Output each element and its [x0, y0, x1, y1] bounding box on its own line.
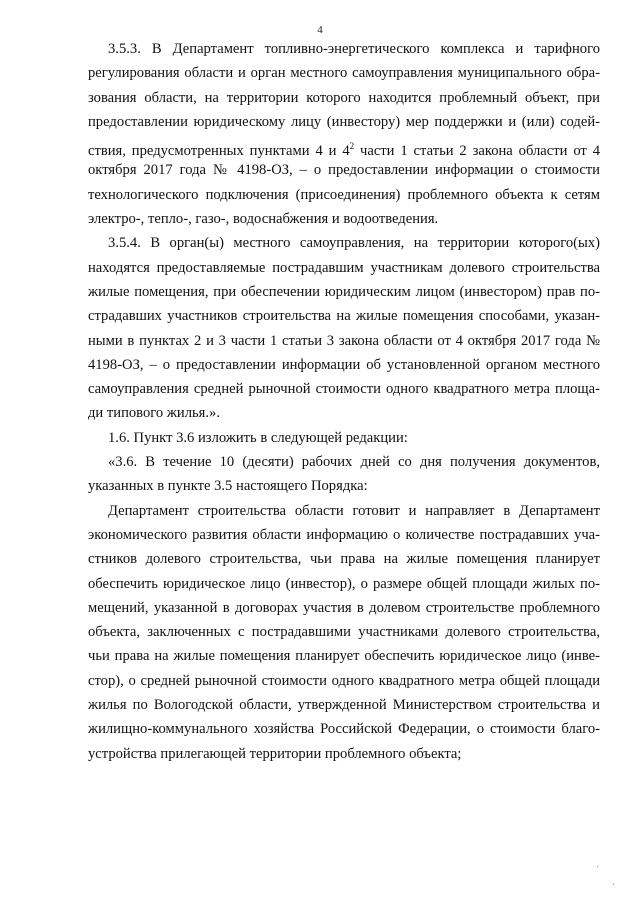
text-segment: ствия, предусмотренных пунктами 4 и 4 — [88, 143, 350, 160]
text-line: стников долевого строительства, чьи права на жилые помещения планирует — [88, 551, 600, 568]
text-line: октября 2017 года № 4198-ОЗ, – о предоставлении информации о стоимости — [88, 162, 600, 179]
text-line: 1.6. Пункт 3.6 изложить в следующей редакции: — [108, 429, 408, 446]
superscript: 2 — [349, 141, 355, 152]
paragraph-p-3-6 — [88, 450, 600, 499]
text-line: ди типового жилья.». — [88, 405, 220, 422]
text-line: экономического развития области информацию о количестве пострадавших уча- — [88, 526, 600, 543]
text-line: жилищно-коммунального хозяйства Российской Федерации, о стоимости благо- — [88, 721, 600, 738]
text-line: предоставлении юридическому лицу (инвестору) мер поддержки и (или) содей- — [88, 113, 600, 130]
text-line: электро-, тепло-, газо-, водоснабжения и водоотведения. — [88, 211, 439, 228]
text-line: жилые помещения, при обеспечении юридическим лицом (инвестором) прав по- — [88, 283, 600, 300]
text-line: мещений, указанной в договорах участия в долевом строительстве проблемного — [88, 599, 600, 616]
text-line: ными в пунктах 2 и 3 части 1 статьи 3 закона области от 4 октября 2017 года № — [88, 332, 600, 349]
text-line: жилья по Вологодской области, утвержденной Министерством строительства и — [88, 697, 600, 714]
text-line: устройства прилегающей территории проблемного объекта; — [88, 745, 462, 762]
text-line: 3.5.4. В орган(ы) местного самоуправления, на территории которого(ых) — [108, 235, 600, 252]
text-line: обеспечить юридическое лицо (инвестор), о размере общей площади жилых по- — [88, 575, 600, 592]
page-number: 4 — [317, 24, 323, 36]
text-line: страдавших участников строительства на жилые помещения способами, указан- — [88, 308, 600, 325]
scan-artifact: · — [612, 880, 616, 891]
text-line: находятся предоставляемые пострадавшим участникам долевого строительства — [88, 259, 600, 276]
paragraph-p-3-5-3 — [88, 37, 600, 231]
text-line: зования области, на территории которого находится проблемный объект, при — [88, 89, 600, 106]
text-line: 3.5.3. В Департамент топливно-энергетического комплекса и тарифного — [108, 41, 600, 57]
text-line: «3.6. В течение 10 (десяти) рабочих дней со дня получения документов, — [108, 454, 600, 471]
text-segment: части 1 статьи 2 закона области от 4 — [354, 143, 600, 160]
paragraph-p-3-5-4 — [88, 231, 600, 425]
text-line: регулирования области и орган местного самоуправления муниципального обра- — [88, 65, 600, 82]
text-line: указанных в пункте 3.5 настоящего Порядка: — [88, 478, 368, 495]
text-line: технологического подключения (присоединения) проблемного объекта к сетям — [88, 186, 600, 203]
text-line: стор), о средней рыночной стоимости одного квадратного метра общей площади — [88, 672, 600, 689]
text-line — [88, 134, 600, 158]
text-line: самоуправления средней рыночной стоимости одного квадратного метра площа- — [88, 381, 600, 398]
text-line: объекта, заключенных с пострадавшими участниками долевого строительства, — [88, 624, 600, 641]
text-line: Департамент строительства области готовит и направляет в Департамент — [108, 502, 600, 519]
text-line: 4198-ОЗ, – о предоставлении информации об установленной органом местного — [88, 356, 600, 373]
paragraph-p-1-6 — [88, 426, 600, 450]
scan-artifact: · — [596, 862, 600, 873]
document-body — [88, 37, 600, 766]
text-line: чьи права на жилые помещения планирует обеспечить юридическое лицо (инве- — [88, 648, 600, 665]
paragraph-p-dept — [88, 499, 600, 766]
